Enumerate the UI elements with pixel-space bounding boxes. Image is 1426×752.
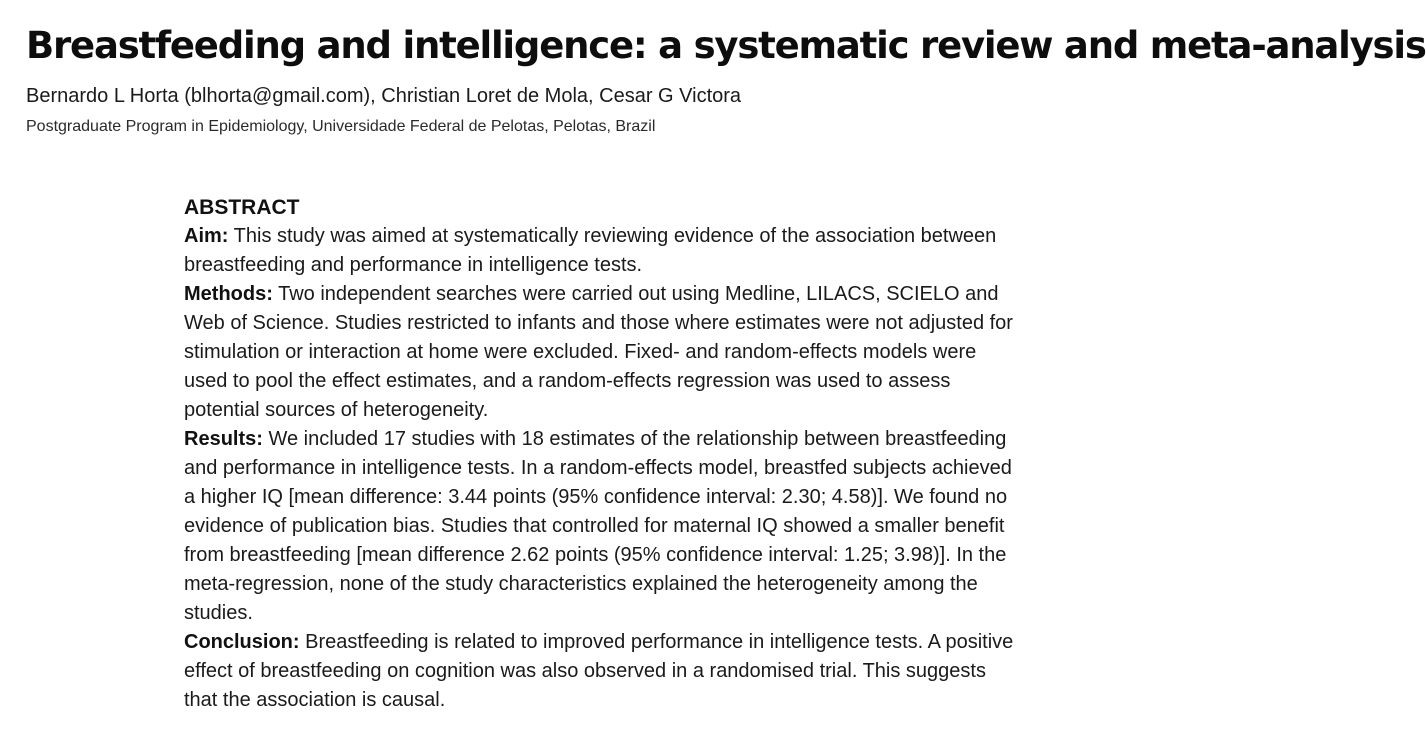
abstract-heading: ABSTRACT bbox=[184, 196, 300, 219]
abstract-section-results bbox=[184, 425, 1014, 628]
author-affiliation: Postgraduate Program in Epidemiology, Universidade Federal de Pelotas, Pelotas, Brazil bbox=[26, 118, 656, 135]
abstract-section-aim bbox=[184, 222, 1014, 280]
abstract-section-methods bbox=[184, 280, 1014, 425]
section-label-conclusion: Conclusion: bbox=[184, 631, 300, 653]
section-label-results: Results: bbox=[184, 428, 263, 450]
section-text-conclusion: Breastfeeding is related to improved performance in intelligence tests. A positive effect of breastfeeding on cognition was also observed in a randomised trial. This suggests that the association is causal. bbox=[184, 631, 1014, 711]
section-text-aim: This study was aimed at systematically reviewing evidence of the association between breastfeeding and performance in intelligence tests. bbox=[184, 225, 997, 276]
paper-title: Breastfeeding and intelligence: a systematic review and meta-analysis bbox=[26, 24, 1426, 67]
section-label-aim: Aim: bbox=[184, 225, 229, 247]
abstract-section-conclusion bbox=[184, 628, 1014, 715]
author-list: Bernardo L Horta (blhorta@gmail.com), Christian Loret de Mola, Cesar G Victora bbox=[26, 85, 742, 107]
abstract bbox=[184, 193, 1014, 715]
section-text-results: We included 17 studies with 18 estimates of the relationship between breastfeeding and performance in intelligence tests. In a random-effects model, breastfed subjects achieved a higher IQ [mean difference: 3.44 points (95% confidence interval: 2.30; 4.58)]. We found no evidence of publication bias. Studies that controlled for maternal IQ showed a smaller benefit from breastfeeding [mean difference 2.62 points (95% confidence interval: 1.25; 3.98)]. In the meta-regression, none of the study characteristics explained the heterogeneity among the studies. bbox=[184, 428, 1012, 624]
section-text-methods: Two independent searches were carried out using Medline, LILACS, SCIELO and Web of Science. Studies restricted to infants and those where estimates were not adjusted for stimulation or interaction at home were excluded. Fixed- and random-effects models were used to pool the effect estimates, and a random-effects regression was used to assess potential sources of heterogeneity. bbox=[184, 283, 1013, 421]
section-label-methods: Methods: bbox=[184, 283, 273, 305]
